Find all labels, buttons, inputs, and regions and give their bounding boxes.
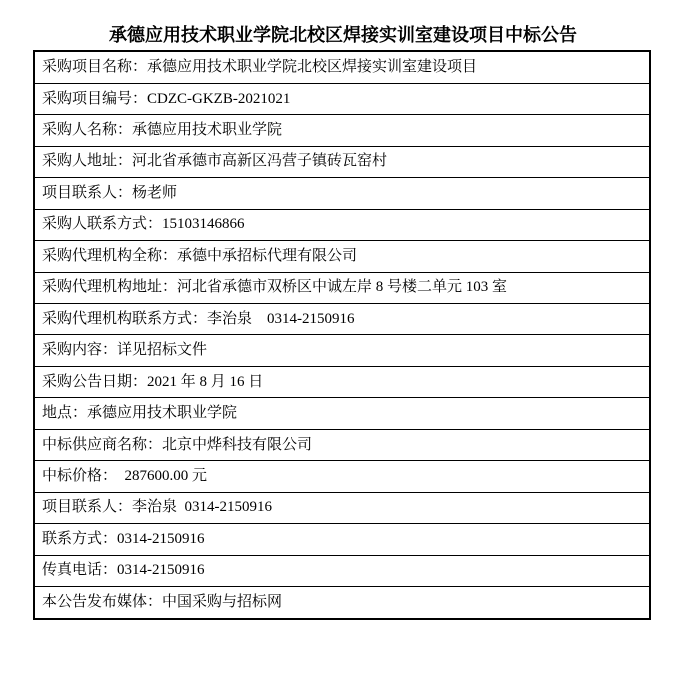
announcement-table [33,50,651,620]
row-fax-phone: 传真电话：0314-2150916 [34,555,650,586]
table-row [34,335,650,366]
table-row [34,492,650,523]
row-contact-phone: 联系方式：0314-2150916 [34,524,650,555]
row-winning-price: 中标价格： 287600.00 元 [34,461,650,492]
table-row [34,241,650,272]
table-row [34,304,650,335]
table-row [34,366,650,397]
row-announcement-date: 采购公告日期：2021 年 8 月 16 日 [34,366,650,397]
table-row [34,209,650,240]
row-procurement-project-name: 采购项目名称：承德应用技术职业学院北校区焊接实训室建设项目 [34,51,650,83]
table-row [34,524,650,555]
row-location: 地点：承德应用技术职业学院 [34,398,650,429]
row-purchaser-address: 采购人地址：河北省承德市高新区冯营子镇砖瓦窑村 [34,146,650,177]
row-project-contact: 项目联系人：杨老师 [34,178,650,209]
table-row [34,146,650,177]
table-row [34,51,650,83]
page-title: 承德应用技术职业学院北校区焊接实训室建设项目中标公告 [109,25,577,45]
row-purchaser-contact-phone: 采购人联系方式：15103146866 [34,209,650,240]
row-procurement-content: 采购内容：详见招标文件 [34,335,650,366]
table-row [34,178,650,209]
announcement-page [0,25,686,676]
row-procurement-project-number: 采购项目编号：CDZC-GKZB-2021021 [34,83,650,114]
table-row [34,398,650,429]
row-agency-contact: 采购代理机构联系方式：李治泉 0314-2150916 [34,304,650,335]
table-row [34,587,650,619]
row-agency-full-name: 采购代理机构全称：承德中承招标代理有限公司 [34,241,650,272]
table-row [34,115,650,146]
row-project-contact-2: 项目联系人：李治泉 0314-2150916 [34,492,650,523]
table-row [34,272,650,303]
table-row [34,555,650,586]
table-row [34,429,650,460]
row-purchaser-name: 采购人名称：承德应用技术职业学院 [34,115,650,146]
row-publish-media: 本公告发布媒体：中国采购与招标网 [34,587,650,619]
row-winning-supplier-name: 中标供应商名称：北京中烨科技有限公司 [34,429,650,460]
table-row [34,461,650,492]
table-row [34,83,650,114]
row-agency-address: 采购代理机构地址：河北省承德市双桥区中诚左岸 8 号楼二单元 103 室 [34,272,650,303]
